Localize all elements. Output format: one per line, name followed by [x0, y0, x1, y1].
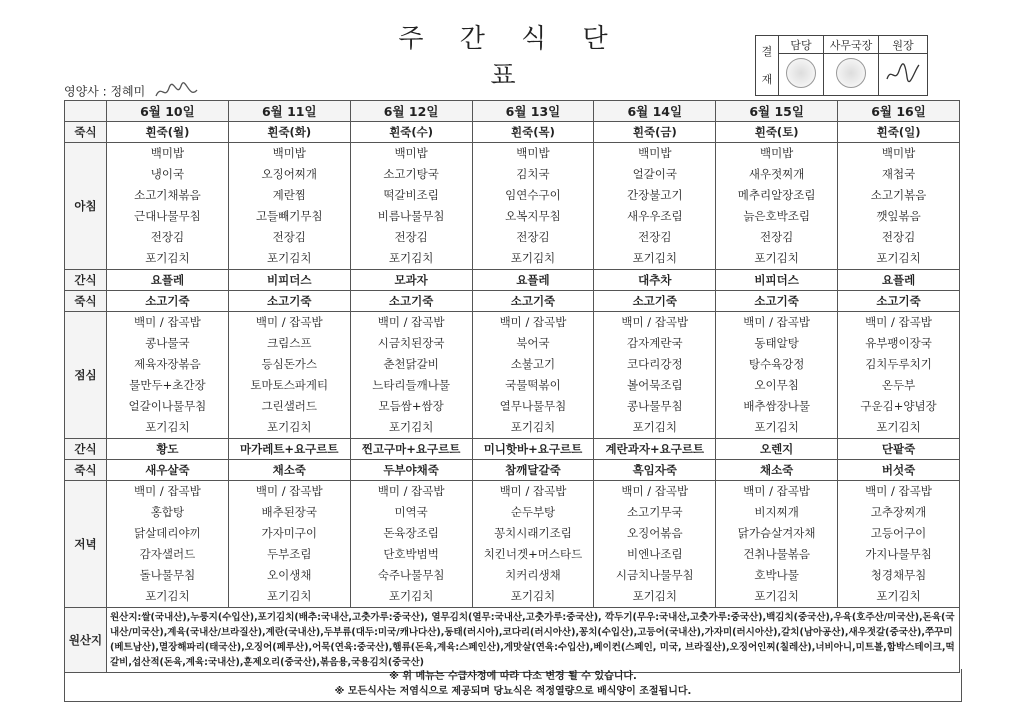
day-header: 6월 11일 [228, 101, 350, 122]
snack-cell: 찐고구마+요구르트 [350, 439, 472, 460]
menu-item: 감자계란국 [627, 336, 683, 350]
porridge-cell: 소고기죽 [838, 291, 960, 312]
breakfast-row [65, 143, 960, 270]
menu-item: 포기김치 [510, 251, 556, 265]
porridge-cell: 소고기죽 [472, 291, 594, 312]
meal-cell [594, 143, 716, 270]
menu-item: 백미 / 잡곡밥 [499, 484, 567, 498]
menu-item: 포기김치 [510, 420, 556, 434]
menu-item: 포기김치 [145, 589, 190, 603]
menu-item: 포기김치 [876, 420, 921, 434]
meal-cell [594, 481, 716, 608]
day-header: 6월 13일 [472, 101, 594, 122]
dinner-porridge-row [65, 460, 960, 481]
menu-item: 고추장찌개 [870, 505, 927, 519]
menu-item: 비름나물무침 [377, 209, 445, 223]
menu-item: 비지찌개 [754, 505, 799, 519]
menu-item: 재첩국 [881, 167, 916, 181]
snack-cell: 황도 [107, 439, 229, 460]
menu-item: 백미 / 잡곡밥 [865, 484, 932, 498]
origin-row [65, 608, 960, 673]
snack-cell: 오렌지 [716, 439, 838, 460]
menu-item: 근대나물무침 [134, 209, 201, 223]
menu-item: 오이무침 [754, 378, 799, 392]
porridge-cell: 흑임자죽 [594, 460, 716, 481]
row-label: 원산지 [65, 608, 107, 673]
menu-item: 치커리생채 [505, 568, 561, 582]
meal-cell [472, 312, 594, 439]
menu-item: 춘천닭갈비 [383, 357, 439, 371]
meal-cell [716, 312, 838, 439]
menu-item: 미역국 [394, 505, 428, 519]
approval-stamp-slot [779, 54, 824, 96]
snack-cell: 미니핫바+요구르트 [472, 439, 594, 460]
approval-box [755, 35, 928, 96]
row-label: 죽식 [65, 122, 107, 143]
snack-cell: 비피더스 [716, 270, 838, 291]
menu-item: 탕수육강정 [748, 357, 805, 371]
menu-item: 백미밥 [394, 146, 428, 160]
menu-item: 늙은호박조림 [743, 209, 810, 223]
menu-item: 전장김 [150, 230, 185, 244]
menu-item: 백미 / 잡곡밥 [255, 484, 323, 498]
menu-item: 고들빼기무침 [255, 209, 323, 223]
menu-item: 포기김치 [267, 589, 312, 603]
menu-item: 물만두+초간장 [129, 378, 206, 392]
menu-item: 배추쌈장나물 [743, 399, 810, 413]
menu-item: 포기김치 [632, 589, 678, 603]
approval-header: 원장 [879, 36, 928, 54]
menu-item: 백미밥 [150, 146, 185, 160]
menu-item: 얼갈이국 [632, 167, 678, 181]
menu-item: 오이생채 [267, 568, 312, 582]
meal-cell [716, 481, 838, 608]
morning-porridge-row [65, 122, 960, 143]
menu-item: 청경채무침 [870, 568, 927, 582]
meal-cell [472, 481, 594, 608]
porridge-cell: 소고기죽 [107, 291, 229, 312]
porridge-cell: 새우살죽 [107, 460, 229, 481]
menu-item: 유부팽이장국 [865, 336, 932, 350]
menu-item: 김치국 [516, 167, 550, 181]
day-header-row [65, 101, 960, 122]
menu-item: 콩나물국 [145, 336, 190, 350]
menu-item: 백미 / 잡곡밥 [377, 315, 445, 329]
menu-item: 포기김치 [267, 251, 312, 265]
snack-cell: 비피더스 [228, 270, 350, 291]
meal-cell [350, 312, 472, 439]
menu-item: 닭가슴살겨자채 [737, 526, 816, 540]
snack-cell: 대추차 [594, 270, 716, 291]
menu-item: 포기김치 [145, 251, 190, 265]
menu-item: 감자샐러드 [139, 547, 196, 561]
menu-item: 백미 / 잡곡밥 [621, 484, 689, 498]
menu-item: 깻잎볶음 [876, 209, 921, 223]
note-line: ※ 모든식사는 저염식으로 제공되며 당뇨식은 적정열량으로 배식양이 조절됩니다. [334, 686, 692, 697]
menu-item: 소불고기 [510, 357, 556, 371]
porridge-cell: 흰죽(일) [838, 122, 960, 143]
signature-icon [883, 59, 923, 87]
menu-item: 백미 / 잡곡밥 [743, 484, 810, 498]
snack-cell: 모과자 [350, 270, 472, 291]
porridge-cell: 흰죽(수) [350, 122, 472, 143]
menu-item: 백미 / 잡곡밥 [621, 315, 689, 329]
porridge-cell: 두부야채죽 [350, 460, 472, 481]
porridge-cell: 참깨달갈죽 [472, 460, 594, 481]
porridge-cell: 흰죽(목) [472, 122, 594, 143]
menu-item: 포기김치 [754, 251, 799, 265]
page-title: 주 간 식 단 표 [398, 24, 622, 91]
meal-cell [107, 312, 229, 439]
row-label: 간식 [65, 439, 107, 460]
menu-item: 배추된장국 [261, 505, 318, 519]
menu-item: 얼갈이나물무침 [128, 399, 207, 413]
menu-item: 오징어찌개 [261, 167, 318, 181]
menu-item: 소고기채볶음 [134, 188, 201, 202]
menu-item: 백미 / 잡곡밥 [865, 315, 932, 329]
menu-item: 고등어구이 [870, 526, 927, 540]
snack-row [65, 439, 960, 460]
menu-item: 숙주나물무침 [377, 568, 445, 582]
menu-item: 돌나물무침 [139, 568, 196, 582]
menu-item: 홍합탕 [150, 505, 185, 519]
menu-item: 전장김 [516, 230, 550, 244]
menu-item: 백미밥 [272, 146, 306, 160]
menu-item: 국물떡볶이 [505, 378, 561, 392]
approval-signature-slot [879, 54, 928, 96]
porridge-cell: 흰죽(월) [107, 122, 229, 143]
menu-item: 전장김 [272, 230, 306, 244]
row-label: 저녁 [65, 481, 107, 608]
menu-item: 동태알탕 [754, 336, 799, 350]
approval-stamp-slot [824, 54, 879, 96]
menu-item: 포기김치 [754, 589, 799, 603]
row-label: 죽식 [65, 460, 107, 481]
menu-item: 포기김치 [388, 251, 434, 265]
menu-item: 시금치된장국 [377, 336, 445, 350]
menu-item: 돈육장조림 [383, 526, 439, 540]
note-line: ※ 위 메뉴는 수급사정에 따라 다소 변경 될 수 있습니다. [389, 671, 637, 682]
menu-item: 임연수구이 [505, 188, 561, 202]
lunch-row [65, 312, 960, 439]
day-header: 6월 16일 [838, 101, 960, 122]
menu-item: 백미밥 [881, 146, 916, 160]
menu-item: 백미 / 잡곡밥 [134, 315, 201, 329]
menu-item: 백미 / 잡곡밥 [743, 315, 810, 329]
menu-item: 오복지무침 [505, 209, 561, 223]
menu-item: 백미 / 잡곡밥 [255, 315, 323, 329]
menu-item: 새우젓찌개 [748, 167, 805, 181]
porridge-cell: 소고기죽 [228, 291, 350, 312]
menu-item: 시금치나물무침 [615, 568, 694, 582]
meal-cell [838, 312, 960, 439]
menu-item: 구운김+양념장 [860, 399, 937, 413]
meal-cell [107, 481, 229, 608]
weekly-menu-table [64, 100, 960, 673]
approval-header: 사무국장 [824, 36, 879, 54]
porridge-cell: 소고기죽 [350, 291, 472, 312]
meal-cell [350, 143, 472, 270]
meal-cell [107, 143, 229, 270]
menu-item: 백미 / 잡곡밥 [499, 315, 567, 329]
approval-side-label: 결 재 [756, 36, 779, 96]
menu-item: 포기김치 [632, 420, 678, 434]
menu-item: 호박나물 [754, 568, 799, 582]
row-label: 죽식 [65, 291, 107, 312]
snack-cell: 단팥죽 [838, 439, 960, 460]
meal-cell [228, 312, 350, 439]
porridge-cell: 채소죽 [716, 460, 838, 481]
dinner-row [65, 481, 960, 608]
snack-cell: 요플레 [107, 270, 229, 291]
meal-cell [716, 143, 838, 270]
menu-item: 코다리강정 [627, 357, 683, 371]
menu-item: 건취나물볶음 [743, 547, 810, 561]
menu-item: 그린샐러드 [261, 399, 318, 413]
menu-item: 비엔나조림 [627, 547, 683, 561]
menu-item: 백미 / 잡곡밥 [134, 484, 201, 498]
menu-item: 포기김치 [267, 420, 312, 434]
meal-cell [838, 481, 960, 608]
meal-cell [228, 143, 350, 270]
menu-item: 떡갈비조림 [383, 188, 439, 202]
menu-item: 제육자장볶음 [134, 357, 201, 371]
porridge-cell: 흰죽(토) [716, 122, 838, 143]
menu-item: 소고기볶음 [870, 188, 927, 202]
snack-cell: 요플레 [472, 270, 594, 291]
menu-item: 오징어볶음 [627, 526, 683, 540]
nutritionist-label: 영양사 : 정혜미 [64, 84, 146, 99]
menu-item: 포기김치 [388, 420, 434, 434]
day-header: 6월 10일 [107, 101, 229, 122]
approval-header: 담당 [779, 36, 824, 54]
menu-item: 열무나물무침 [499, 399, 567, 413]
menu-item: 가지나물무침 [865, 547, 932, 561]
menu-item: 백미밥 [759, 146, 794, 160]
menu-item: 메추리알장조림 [737, 188, 816, 202]
menu-item: 백미밥 [516, 146, 550, 160]
menu-item: 백미밥 [638, 146, 672, 160]
menu-item: 토마토스파게티 [250, 378, 329, 392]
menu-item: 포기김치 [388, 589, 434, 603]
row-label: 점심 [65, 312, 107, 439]
porridge-cell: 채소죽 [228, 460, 350, 481]
porridge-cell: 소고기죽 [594, 291, 716, 312]
lunch-porridge-row [65, 291, 960, 312]
menu-item: 볼어묵조림 [627, 378, 683, 392]
menu-item: 모듬쌈+쌈장 [378, 399, 444, 413]
meal-cell [472, 143, 594, 270]
menu-item: 새우우조림 [627, 209, 683, 223]
menu-item: 전장김 [881, 230, 916, 244]
origin-text: 원산지:쌀(국내산),누룽지(수입산),포기김치(배추:국내산,고춧가루:중국산), 열무김치(열무:국내산,고춧가루:중국산), 깍두기(무우:국내산,고춧가루:중국산),백김치(중국산),우육(호주산/미국산),돈육(국내산/미국산),계육(국내산/브라질산),계란(국내산),두부류(대두:미국/캐나다산),동태(러시아),코다리(러시아산),꽁치(수입산),고등어(국내산),가자미(러시아산),갈치(남아공산),새우젓갈(중국산),쭈꾸미(베트남산),멸장해파리(태국산),오징어(페루산),어묵(연육:중국산),햄류(돈육,계육:스페인산),게맛살(연육:수입산),베이컨(스페인, 미국, 브라질산),오징어인찌(칠레산),너비아니,미트볼,함박스테이크,떡갈비,섭산적(돈육,계육:국내산),훈제오리(중국산),볶음용,국용김치(중국산) [107, 608, 960, 673]
meal-cell [838, 143, 960, 270]
menu-item: 포기김치 [876, 589, 921, 603]
row-label: 아침 [65, 143, 107, 270]
menu-item: 냉이국 [150, 167, 185, 181]
menu-item: 두부조림 [267, 547, 312, 561]
day-header: 6월 15일 [716, 101, 838, 122]
snack-row [65, 270, 960, 291]
day-header: 6월 12일 [350, 101, 472, 122]
snack-cell: 마가레트+요구르트 [228, 439, 350, 460]
menu-item: 계란찜 [272, 188, 306, 202]
menu-item: 느타리들깨나물 [372, 378, 450, 392]
menu-item: 닭살데리야끼 [134, 526, 201, 540]
porridge-cell: 흰죽(금) [594, 122, 716, 143]
menu-item: 소고기탕국 [383, 167, 439, 181]
snack-cell: 요플레 [838, 270, 960, 291]
stamp-icon [786, 58, 816, 88]
meal-cell [594, 312, 716, 439]
menu-item: 꽁치시래기조림 [494, 526, 572, 540]
menu-item: 포기김치 [145, 420, 190, 434]
porridge-cell: 흰죽(화) [228, 122, 350, 143]
menu-item: 소고기무국 [627, 505, 683, 519]
menu-item: 포기김치 [510, 589, 556, 603]
menu-item: 순두부탕 [510, 505, 556, 519]
snack-cell: 계란과자+요구르트 [594, 439, 716, 460]
menu-item: 온두부 [881, 378, 916, 392]
menu-item: 전장김 [394, 230, 428, 244]
menu-item: 간장불고기 [627, 188, 683, 202]
menu-item: 치킨너겟+머스타드 [483, 547, 583, 561]
menu-item: 전장김 [759, 230, 794, 244]
meal-cell [228, 481, 350, 608]
menu-item: 포기김치 [876, 251, 921, 265]
menu-item: 크림스프 [267, 336, 312, 350]
menu-item: 포기김치 [754, 420, 799, 434]
menu-item: 콩나물무침 [627, 399, 683, 413]
menu-item: 김치두루치기 [865, 357, 932, 371]
menu-item: 등심돈가스 [261, 357, 318, 371]
menu-item: 포기김치 [632, 251, 678, 265]
menu-item: 단호박범벅 [383, 547, 439, 561]
day-header: 6월 14일 [594, 101, 716, 122]
row-label: 간식 [65, 270, 107, 291]
meal-cell [350, 481, 472, 608]
notes [64, 669, 962, 702]
porridge-cell: 버섯죽 [838, 460, 960, 481]
stamp-icon [836, 58, 866, 88]
menu-item: 백미 / 잡곡밥 [377, 484, 445, 498]
menu-item: 북어국 [516, 336, 550, 350]
menu-item: 가자미구이 [261, 526, 318, 540]
menu-item: 전장김 [638, 230, 672, 244]
porridge-cell: 소고기죽 [716, 291, 838, 312]
